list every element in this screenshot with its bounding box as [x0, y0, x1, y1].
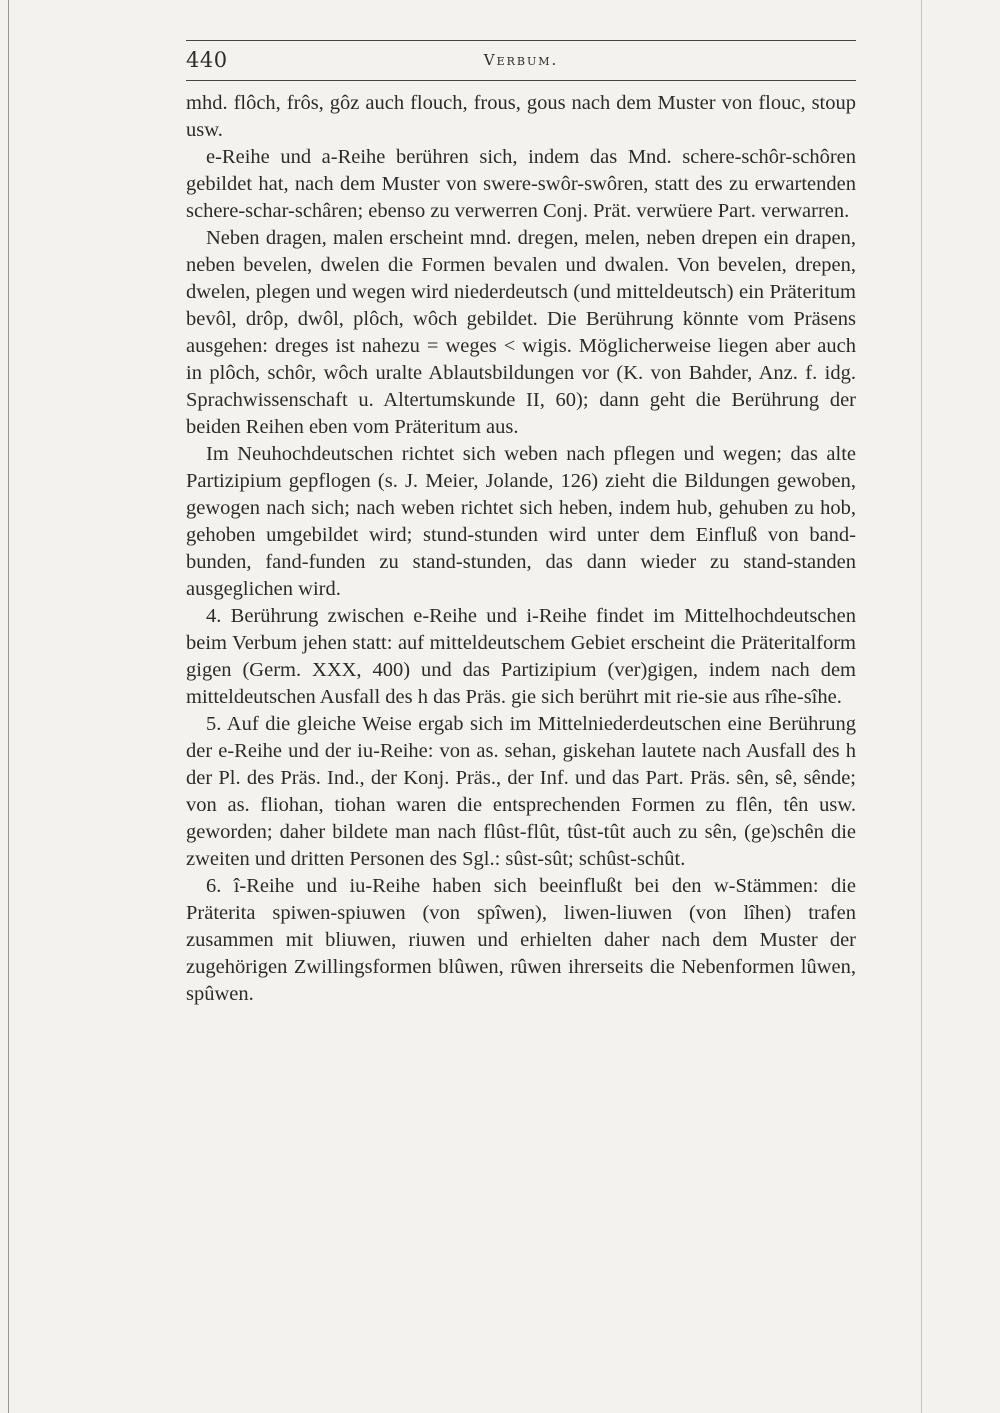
page-header: [186, 36, 856, 80]
paragraph: 5. Auf die gleiche Weise ergab sich im Mittelniederdeutschen eine Berührung der e-Reihe und der iu-Reihe: von as. sehan, giskehan lautete nach Ausfall des h der Pl. des Präs. Ind., der Konj. Präs., der Inf. und das Part. Präs. sên, sê, sênde; von as. fliohan, tiohan waren die entsprechenden Formen zu flên, tên usw. geworden; daher bildete man nach flûst-flût, tûst-tût auch zu sên, (ge)schên die zweiten und dritten Personen des Sgl.: sûst-sût; schûst-schût.: [186, 713, 856, 870]
page-body: [186, 90, 856, 1008]
page-edge-left: [8, 0, 9, 1413]
paragraph: 4. Berührung zwischen e-Reihe und i-Reihe findet im Mittelhochdeutschen beim Verbum jehen statt: auf mitteldeutschem Gebiet erscheint die Präteritalform gigen (Germ. XXX, 400) und das Partizipium (ver)gigen, indem nach dem mitteldeutschen Ausfall des h das Präs. gie sich berührt mit rie-sie aus rîhe-sîhe.: [186, 605, 856, 708]
paragraph: mhd. flôch, frôs, gôz auch flouch, frous, gous nach dem Muster von flouc, stoup usw.: [186, 92, 856, 141]
header-rule-top: [186, 40, 856, 41]
page-edge-right: [921, 0, 922, 1413]
paragraph: e-Reihe und a-Reihe berühren sich, indem das Mnd. schere-schôr-schôren gebildet hat, nach dem Muster von swere-swôr-swôren, statt des zu erwartenden schere-schar-schâren; ebenso zu verwerren Conj. Prät. verwüere Part. verwarren.: [186, 146, 856, 222]
paragraph: Neben dragen, malen erscheint mnd. dregen, melen, neben drepen ein drapen, neben bevelen, dwelen die Formen bevalen und dwalen. Von bevelen, drepen, dwelen, plegen und wegen wird niederdeutsch (und mitteldeutsch) ein Präteritum bevôl, drôp, dwôl, plôch, wôch gebildet. Die Berührung könnte vom Präsens ausgehen: dreges ist nahezu = weges < wigis. Möglicherweise liegen aber auch in plôch, schôr, wôch uralte Ablautsbildungen vor (K. von Bahder, Anz. f. idg. Sprachwissenschaft u. Altertumskunde II, 60); dann geht die Berührung der beiden Reihen eben vom Präteritum aus.: [186, 227, 856, 438]
header-rule-bottom: [186, 80, 856, 81]
running-head: Verbum.: [483, 51, 559, 69]
paragraph: 6. î-Reihe und iu-Reihe haben sich beeinflußt bei den w-Stämmen: die Präterita spiwen-spiuwen (von spîwen), liwen-liuwen (von lîhen) trafen zusammen mit bliuwen, riuwen und erhielten daher nach dem Muster der zugehörigen Zwillingsformen blûwen, rûwen ihrerseits die Nebenformen lûwen, spûwen.: [186, 875, 856, 1005]
paragraph: Im Neuhochdeutschen richtet sich weben nach pflegen und wegen; das alte Partizipium gepflogen (s. J. Meier, Jolande, 126) zieht die Bildungen gewoben, gewogen nach sich; nach weben richtet sich heben, indem hub, gehuben zu hob, gehoben umgebildet wird; stund-stunden wird unter dem Einfluß von band-bunden, fand-funden zu stand-stunden, das dann wieder zu stand-standen ausgeglichen wird.: [186, 443, 856, 600]
page-number: 440: [186, 48, 228, 72]
